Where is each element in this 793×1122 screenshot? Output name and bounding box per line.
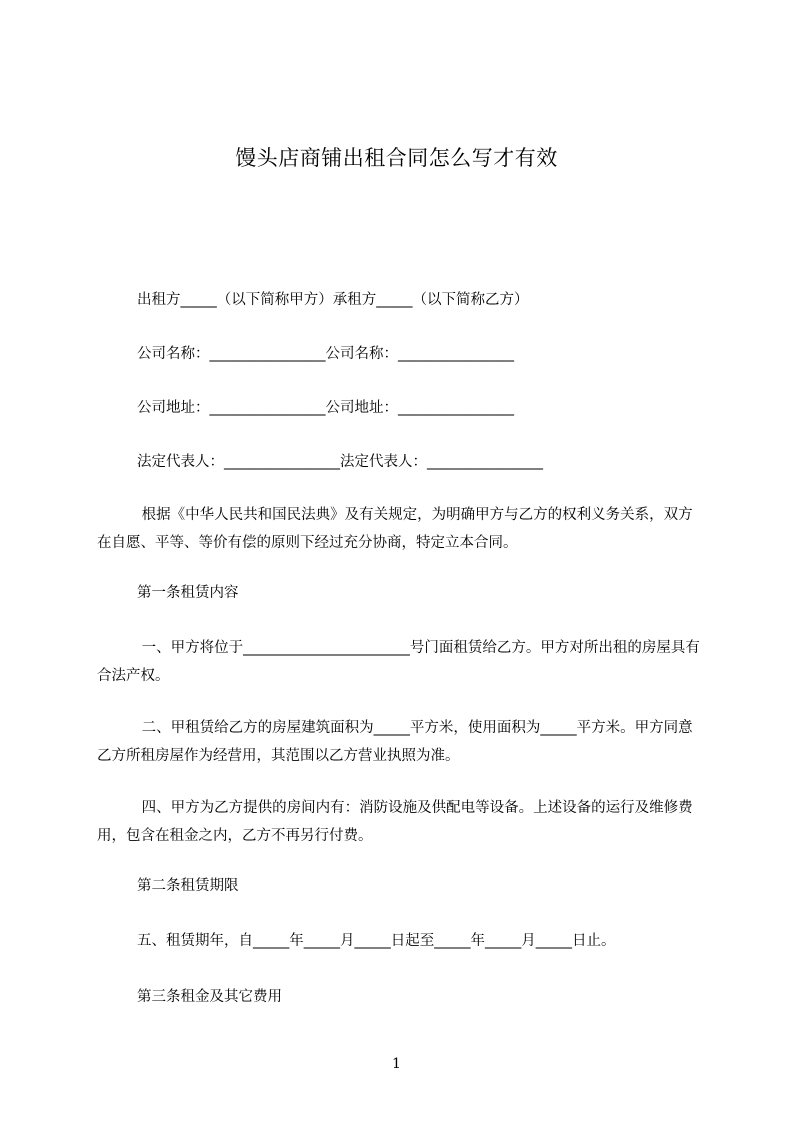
page-number: 1 — [392, 1056, 401, 1072]
clause-4-paragraph: 四、甲方为乙方提供的房间内有：消防设施及供配电等设备。上述设备的运行及维修费用，包含在租金之内，乙方不再另行付费。 — [97, 800, 693, 844]
article-3-heading: 第三条租金及其它费用 — [137, 989, 282, 1005]
company-address-line: 公司地址：________________公司地址：________________ — [137, 400, 514, 416]
parties-line: 出租方_____（以下简称甲方）承租方_____（以下简称乙方） — [137, 292, 529, 308]
article-1-heading: 第一条租赁内容 — [137, 585, 239, 601]
clause-5-paragraph: 五、租赁期年，自_____年_____月_____日起至_____年_____月_____日止。 — [137, 933, 616, 949]
legal-representative-line: 法定代表人：________________法定代表人：________________ — [137, 454, 543, 470]
article-2-heading: 第二条租赁期限 — [137, 878, 239, 894]
clause-1-paragraph: 一、甲方将位于_______________________号门面租赁给乙方。甲方对所出租的房屋具有合法产权。 — [97, 640, 700, 684]
clause-2-paragraph: 二、甲租赁给乙方的房屋建筑面积为_____平方米，使用面积为_____平方米。甲方同意乙方所租房屋作为经营用，其范围以乙方营业执照为准。 — [97, 720, 693, 764]
page-title: 馒头店商铺出租合同怎么写才有效 — [235, 146, 558, 170]
preamble-paragraph: 根据《中华人民共和国民法典》及有关规定，为明确甲方与乙方的权利义务关系，双方在自愿、平等、等价有偿的原则下经过充分协商，特定立本合同。 — [97, 507, 693, 551]
company-name-line: 公司名称：________________公司名称：________________ — [137, 346, 514, 362]
